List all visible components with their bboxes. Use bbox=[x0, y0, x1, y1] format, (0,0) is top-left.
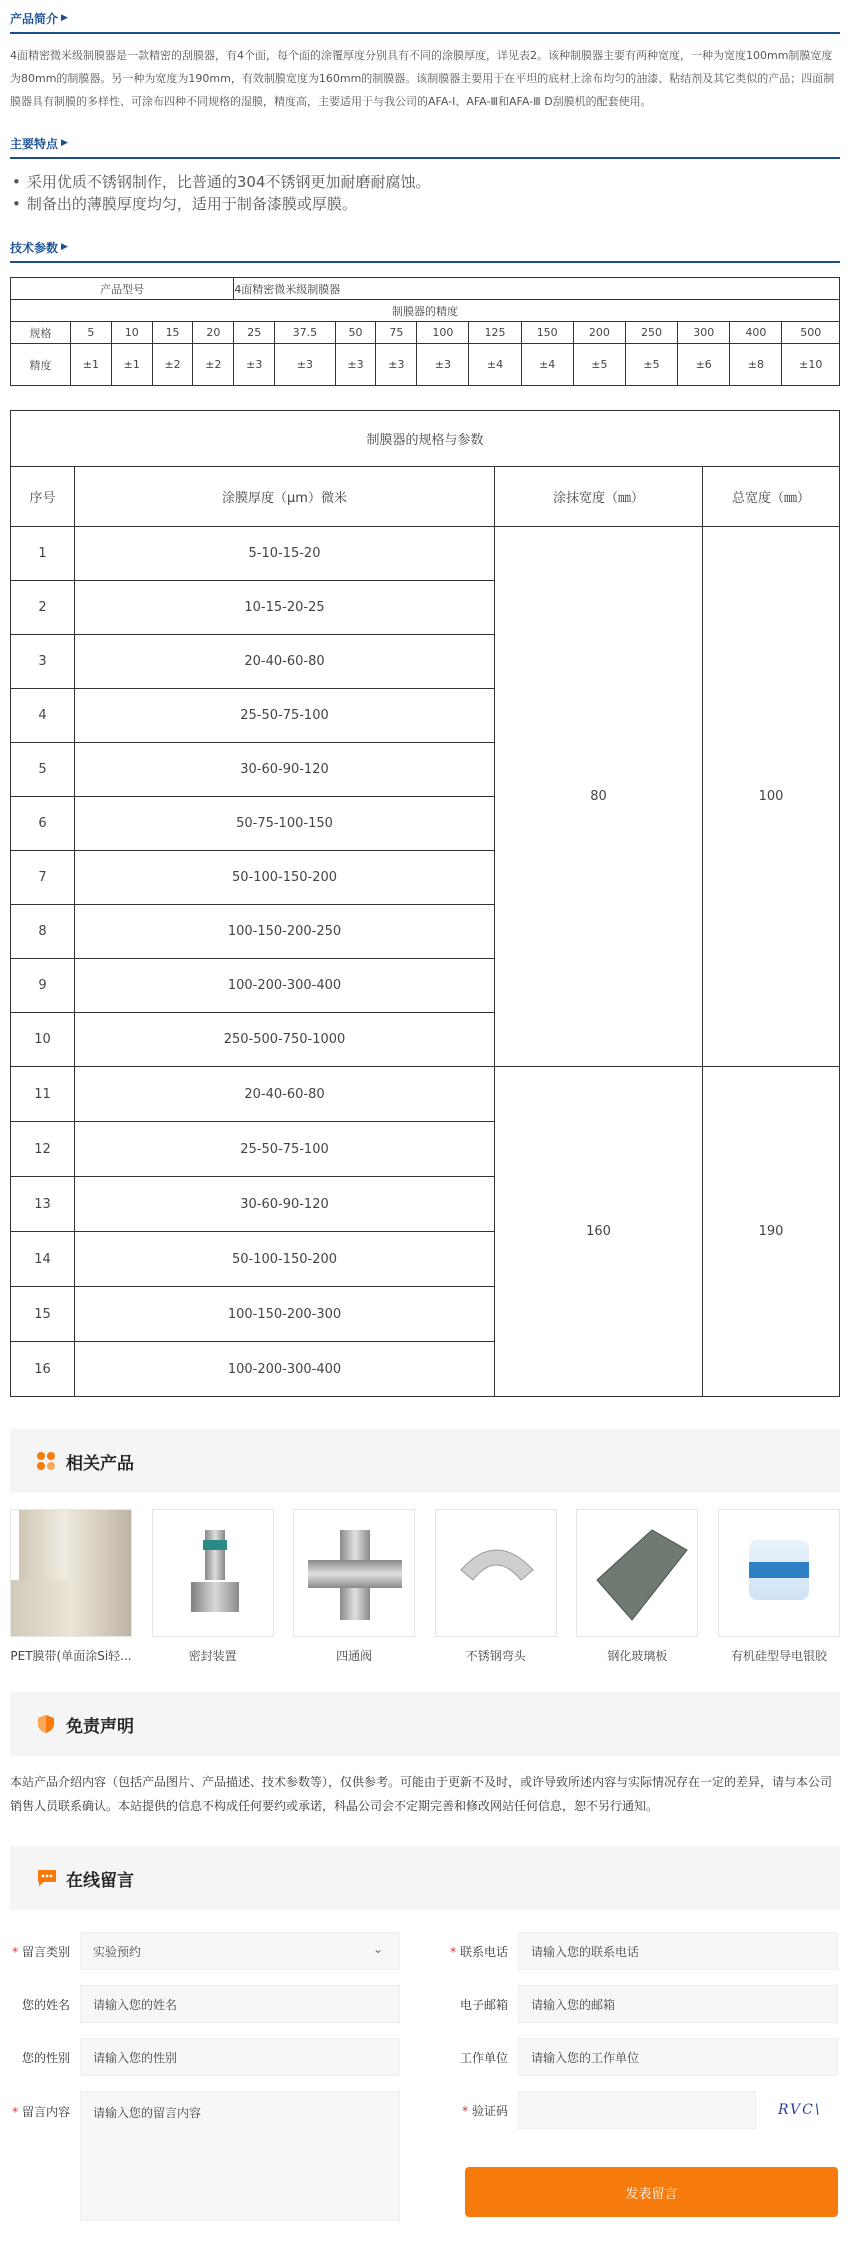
spec-accuracy: ±6 bbox=[678, 344, 730, 386]
accuracy-header: 制膜器的精度 bbox=[11, 300, 840, 322]
product-caption[interactable]: 四通阀 bbox=[336, 1649, 373, 1663]
product-caption[interactable]: 密封装置 bbox=[188, 1649, 237, 1663]
type-select[interactable]: 实验预约 ⌄ bbox=[80, 1932, 400, 1970]
related-item[interactable] bbox=[152, 1509, 274, 1664]
product-caption[interactable]: 不锈钢弯头 bbox=[465, 1649, 526, 1663]
row-thickness: 50-100-150-200 bbox=[75, 851, 495, 905]
row-index: 7 bbox=[11, 851, 75, 905]
content-textarea[interactable]: 请输入您的留言内容 bbox=[80, 2091, 400, 2221]
message-form bbox=[10, 1932, 840, 2242]
name-label: 您的姓名 bbox=[21, 1997, 70, 2012]
product-image[interactable] bbox=[718, 1509, 840, 1637]
spec-size: 150 bbox=[521, 322, 573, 344]
row-index: 5 bbox=[11, 743, 75, 797]
message-title: 在线留言 bbox=[66, 1870, 134, 1891]
row-thickness: 20-40-60-80 bbox=[75, 1067, 495, 1122]
spec-label: 规格 bbox=[11, 322, 71, 344]
spec-size: 10 bbox=[111, 322, 152, 344]
coat-width: 80 bbox=[495, 527, 703, 1067]
row-thickness: 5-10-15-20 bbox=[75, 527, 495, 581]
row-index: 4 bbox=[11, 689, 75, 743]
product-image[interactable] bbox=[10, 1509, 132, 1637]
row-index: 1 bbox=[11, 527, 75, 581]
product-caption[interactable]: 钢化玻璃板 bbox=[607, 1649, 668, 1663]
chat-icon bbox=[36, 1868, 56, 1888]
spec-size: 400 bbox=[730, 322, 782, 344]
intro-heading bbox=[10, 4, 840, 34]
shield-icon bbox=[36, 1714, 56, 1734]
chevron-down-icon: ⌄ bbox=[372, 1942, 383, 1956]
row-thickness: 25-50-75-100 bbox=[75, 1122, 495, 1177]
spec-size: 250 bbox=[625, 322, 677, 344]
related-header bbox=[10, 1429, 840, 1493]
gender-input[interactable]: 请输入您的性别 bbox=[80, 2038, 400, 2076]
captcha-input[interactable] bbox=[518, 2091, 756, 2129]
spec-size: 500 bbox=[782, 322, 840, 344]
table-row bbox=[11, 527, 840, 581]
disclaimer-header bbox=[10, 1692, 840, 1756]
email-input[interactable]: 请输入您的邮箱 bbox=[518, 1985, 838, 2023]
spec-accuracy: ±1 bbox=[71, 344, 112, 386]
row-index: 16 bbox=[11, 1342, 75, 1397]
related-title: 相关产品 bbox=[66, 1453, 134, 1474]
features-heading bbox=[10, 129, 840, 159]
table-row bbox=[11, 1067, 840, 1122]
spec-size: 75 bbox=[376, 322, 417, 344]
spec-accuracy: ±2 bbox=[152, 344, 193, 386]
product-image[interactable] bbox=[435, 1509, 557, 1637]
accuracy-table bbox=[10, 277, 840, 386]
row-index: 15 bbox=[11, 1287, 75, 1342]
spec-accuracy: ±1 bbox=[111, 344, 152, 386]
related-item[interactable] bbox=[293, 1509, 415, 1664]
spec-table-header: 序号 bbox=[11, 467, 75, 527]
intro-title: 产品简介 bbox=[10, 11, 59, 26]
total-width: 190 bbox=[703, 1067, 840, 1397]
spec-table-header: 涂抹宽度（㎜） bbox=[495, 467, 703, 527]
captcha-image[interactable]: RVC\ bbox=[778, 2102, 822, 2118]
spec-accuracy: ±3 bbox=[376, 344, 417, 386]
total-width: 100 bbox=[703, 527, 840, 1067]
acc-label: 精度 bbox=[11, 344, 71, 386]
model-label: 产品型号 bbox=[11, 278, 234, 300]
row-index: 9 bbox=[11, 959, 75, 1013]
row-thickness: 100-200-300-400 bbox=[75, 959, 495, 1013]
product-caption[interactable]: PET膜带(单面涂Si轻... bbox=[10, 1649, 132, 1663]
spec-accuracy: ±4 bbox=[521, 344, 573, 386]
related-item[interactable] bbox=[10, 1509, 132, 1664]
spec-accuracy: ±10 bbox=[782, 344, 840, 386]
row-index: 11 bbox=[11, 1067, 75, 1122]
captcha-label: * 验证码 bbox=[462, 2103, 508, 2118]
disclaimer-text: 本站产品介绍内容（包括产品图片、产品描述、技术参数等），仅供参考。可能由于更新不及时，或许导致所述内容与实际情况存在一定的差异，请与本公司销售人员联系确认。本站提供的信息不构成任何要约或承诺，科晶公司会不定期完善和修改网站任何信息，恕不另行通知。 bbox=[10, 1775, 833, 1813]
phone-input[interactable]: 请输入您的联系电话 bbox=[518, 1932, 838, 1970]
spec-accuracy: ±5 bbox=[573, 344, 625, 386]
email-label: 电子邮箱 bbox=[459, 1997, 508, 2012]
related-item[interactable] bbox=[576, 1509, 698, 1664]
phone-label: * 联系电话 bbox=[450, 1944, 508, 1959]
product-caption[interactable]: 有机硅型导电银胶 bbox=[730, 1649, 827, 1663]
row-index: 3 bbox=[11, 635, 75, 689]
row-thickness: 30-60-90-120 bbox=[75, 1177, 495, 1232]
arrow-icon: ▶ bbox=[61, 138, 68, 148]
product-image[interactable] bbox=[576, 1509, 698, 1637]
specs-title: 技术参数 bbox=[10, 240, 59, 255]
product-image[interactable] bbox=[293, 1509, 415, 1637]
spec-size: 125 bbox=[469, 322, 521, 344]
row-thickness: 100-150-200-250 bbox=[75, 905, 495, 959]
row-thickness: 20-40-60-80 bbox=[75, 635, 495, 689]
spec-accuracy: ±3 bbox=[335, 344, 376, 386]
spec-accuracy: ±5 bbox=[625, 344, 677, 386]
spec-table-title: 制膜器的规格与参数 bbox=[11, 411, 840, 467]
message-header bbox=[10, 1846, 840, 1910]
spec-size: 5 bbox=[71, 322, 112, 344]
feature-item: • 制备出的薄膜厚度均匀，适用于制备漆膜或厚膜。 bbox=[12, 195, 357, 213]
spec-table-header: 总宽度（㎜） bbox=[703, 467, 840, 527]
row-thickness: 50-100-150-200 bbox=[75, 1232, 495, 1287]
specs-heading bbox=[10, 233, 840, 263]
arrow-icon: ▶ bbox=[61, 242, 68, 252]
type-label: * 留言类别 bbox=[12, 1944, 70, 1959]
spec-accuracy: ±4 bbox=[469, 344, 521, 386]
arrow-icon: ▶ bbox=[61, 13, 68, 23]
model-value: 4面精密微米级制膜器 bbox=[234, 278, 840, 300]
spec-size: 37.5 bbox=[275, 322, 335, 344]
row-index: 13 bbox=[11, 1177, 75, 1232]
spec-table bbox=[10, 410, 840, 1397]
spec-size: 200 bbox=[573, 322, 625, 344]
related-item[interactable] bbox=[435, 1509, 557, 1664]
related-list bbox=[10, 1509, 840, 1664]
row-thickness: 10-15-20-25 bbox=[75, 581, 495, 635]
spec-size: 15 bbox=[152, 322, 193, 344]
row-thickness: 30-60-90-120 bbox=[75, 743, 495, 797]
spec-size: 100 bbox=[417, 322, 469, 344]
spec-size: 300 bbox=[678, 322, 730, 344]
spec-size: 25 bbox=[234, 322, 275, 344]
row-thickness: 50-75-100-150 bbox=[75, 797, 495, 851]
row-index: 14 bbox=[11, 1232, 75, 1287]
name-input[interactable]: 请输入您的姓名 bbox=[80, 1985, 400, 2023]
row-thickness: 25-50-75-100 bbox=[75, 689, 495, 743]
row-index: 2 bbox=[11, 581, 75, 635]
row-index: 10 bbox=[11, 1013, 75, 1067]
row-thickness: 250-500-750-1000 bbox=[75, 1013, 495, 1067]
row-thickness: 100-150-200-300 bbox=[75, 1287, 495, 1342]
grid-icon bbox=[36, 1451, 56, 1471]
content-label: * 留言内容 bbox=[12, 2105, 70, 2119]
gender-label: 您的性别 bbox=[21, 2050, 70, 2065]
feature-item: • 采用优质不锈钢制作，比普通的304不锈钢更加耐磨耐腐蚀。 bbox=[12, 173, 431, 191]
company-input[interactable]: 请输入您的工作单位 bbox=[518, 2038, 838, 2076]
bullet-icon: • bbox=[12, 173, 21, 191]
row-thickness: 100-200-300-400 bbox=[75, 1342, 495, 1397]
spec-table-header: 涂膜厚度（μm）微米 bbox=[75, 467, 495, 527]
company-label: 工作单位 bbox=[459, 2050, 508, 2065]
spec-accuracy: ±3 bbox=[275, 344, 335, 386]
spec-accuracy: ±3 bbox=[234, 344, 275, 386]
related-item[interactable] bbox=[718, 1509, 840, 1664]
submit-button[interactable]: 发表留言 bbox=[465, 2167, 838, 2217]
disclaimer-title: 免责声明 bbox=[66, 1716, 134, 1737]
row-index: 12 bbox=[11, 1122, 75, 1177]
product-image[interactable] bbox=[152, 1509, 274, 1637]
spec-size: 20 bbox=[193, 322, 234, 344]
spec-accuracy: ±3 bbox=[417, 344, 469, 386]
spec-size: 50 bbox=[335, 322, 376, 344]
row-index: 6 bbox=[11, 797, 75, 851]
intro-text: 4面精密微米级制膜器是一款精密的刮膜器，有4个面，每个面的涂覆厚度分别具有不同的涂膜厚度，详见表2。该种制膜器主要有两种宽度，一种为宽度100mm制膜宽度为80mm的制膜器。另一种为宽度为190mm，有效制膜宽度为160mm的制膜器。该制膜器主要用于在平坦的底材上涂布均匀的油漆、粘结剂及其它类似的产品；四面制膜器具有制膜的多样性、可涂布四种不同规格的湿膜，精度高，主要适用于与我公司的AFA-Ⅰ、AFA-Ⅲ和AFA-Ⅲ D刮膜机的配套使用。 bbox=[10, 49, 835, 108]
features-title: 主要特点 bbox=[10, 136, 59, 151]
row-index: 8 bbox=[11, 905, 75, 959]
spec-accuracy: ±8 bbox=[730, 344, 782, 386]
coat-width: 160 bbox=[495, 1067, 703, 1397]
spec-accuracy: ±2 bbox=[193, 344, 234, 386]
bullet-icon: • bbox=[12, 195, 21, 213]
